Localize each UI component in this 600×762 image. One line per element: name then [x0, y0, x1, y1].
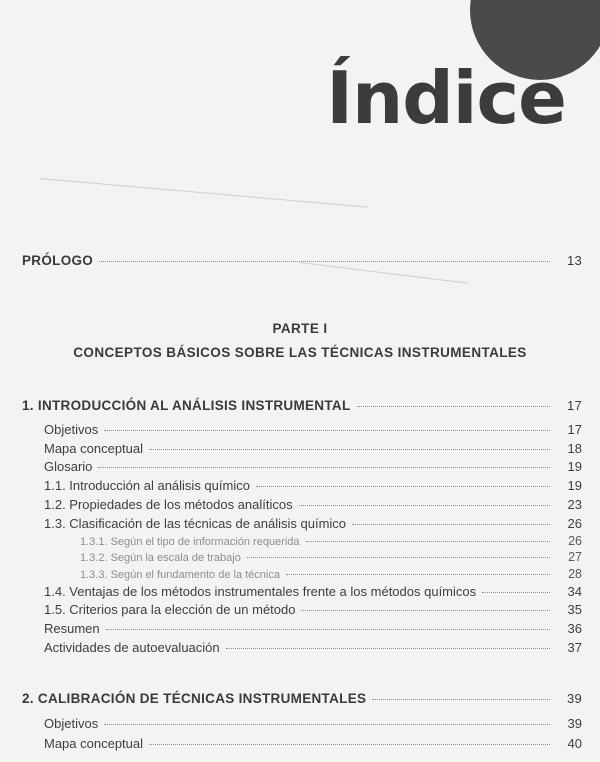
dot-leader	[299, 505, 550, 506]
toc-entry-label: 1.3.2. Según la escala de trabajo	[80, 552, 241, 564]
toc-entry-page: 18	[567, 441, 582, 456]
toc-entry[interactable]	[44, 621, 582, 636]
toc-entry-page: 28	[568, 567, 582, 581]
dot-leader	[104, 430, 550, 431]
page-title: Índice	[326, 56, 566, 140]
dot-leader	[482, 592, 550, 593]
toc-entry-page: 40	[567, 736, 582, 751]
toc-entry[interactable]	[44, 497, 582, 512]
dot-leader	[149, 449, 550, 450]
toc-entry[interactable]	[44, 459, 582, 474]
toc-entry-page: 39	[566, 691, 582, 706]
toc-entry-page: 17	[567, 422, 582, 437]
toc-entry-label: Objetivos	[44, 422, 99, 437]
toc-entry-label: 1.2. Propiedades de los métodos analíticos	[44, 497, 293, 512]
dot-leader	[247, 557, 550, 558]
toc-entry[interactable]	[44, 422, 582, 437]
scan-scratch	[40, 178, 369, 208]
toc-entry[interactable]	[44, 441, 582, 456]
toc-entry-page: 39	[567, 716, 582, 731]
toc-entry-page: 23	[567, 497, 582, 512]
toc-subentry[interactable]	[80, 534, 582, 548]
dot-leader	[352, 524, 550, 525]
dot-leader	[99, 261, 550, 262]
toc-entry-page: 26	[568, 534, 582, 548]
toc-entry-label: 1. INTRODUCCIÓN AL ANÁLISIS INSTRUMENTAL	[22, 398, 351, 413]
toc-entry-label: Actividades de autoevaluación	[44, 640, 220, 655]
toc-entry-label: 1.1. Introducción al análisis químico	[44, 478, 250, 493]
toc-entry-label: 1.3.1. Según el tipo de información requerida	[80, 536, 300, 548]
toc-entry-page: 19	[567, 459, 582, 474]
toc-entry[interactable]	[44, 716, 582, 731]
toc-entry[interactable]	[44, 516, 582, 531]
dot-leader	[306, 541, 550, 542]
toc-entry-label: Glosario	[44, 459, 93, 474]
dot-leader	[256, 486, 550, 487]
dot-leader	[226, 648, 550, 649]
toc-entry-page: 34	[567, 584, 582, 599]
toc-entry-page: 13	[566, 253, 582, 268]
toc-entry-page: 19	[567, 478, 582, 493]
toc-entry-prologue[interactable]	[22, 253, 582, 268]
toc-entry[interactable]	[44, 602, 582, 617]
dot-leader	[149, 744, 550, 745]
toc-entry-label: 2. CALIBRACIÓN DE TÉCNICAS INSTRUMENTALES	[22, 691, 367, 706]
toc-entry-label: 1.3.3. Según el fundamento de la técnica	[80, 569, 280, 581]
toc-entry-chapter[interactable]	[22, 398, 582, 413]
dot-leader	[286, 574, 550, 575]
toc-subentry[interactable]	[80, 550, 582, 564]
toc-entry-page: 17	[566, 398, 582, 413]
toc-entry[interactable]	[44, 584, 582, 599]
toc-entry-label: Objetivos	[44, 716, 99, 731]
toc-entry-label: 1.4. Ventajas de los métodos instrumentales frente a los métodos químicos	[44, 584, 477, 599]
part-number: PARTE I	[272, 321, 328, 336]
toc-subentry[interactable]	[80, 567, 582, 581]
toc-entry-page: 26	[567, 516, 582, 531]
toc-entry-page: 36	[567, 621, 582, 636]
dot-leader	[104, 724, 550, 725]
toc-entry[interactable]	[44, 478, 582, 493]
dot-leader	[372, 699, 550, 700]
toc-entry-chapter[interactable]	[22, 691, 582, 706]
toc-entry-label: PRÓLOGO	[22, 253, 94, 268]
toc-entry[interactable]	[44, 736, 582, 751]
toc-entry-label: 1.5. Criterios para la elección de un método	[44, 602, 296, 617]
dot-leader	[106, 629, 550, 630]
toc-entry-label: Mapa conceptual	[44, 736, 144, 751]
toc-entry-label: Mapa conceptual	[44, 441, 144, 456]
dot-leader	[301, 610, 550, 611]
toc-entry-label: Resumen	[44, 621, 100, 636]
dot-leader	[98, 467, 550, 468]
toc-entry-label: 1.3. Clasificación de las técnicas de análisis químico	[44, 516, 347, 531]
part-title: CONCEPTOS BÁSICOS SOBRE LAS TÉCNICAS INSTRUMENTALES	[73, 345, 527, 360]
toc-entry-page: 35	[567, 602, 582, 617]
toc-entry[interactable]	[44, 640, 582, 655]
toc-entry-page: 27	[568, 550, 582, 564]
dot-leader	[357, 406, 551, 407]
toc-entry-page: 37	[567, 640, 582, 655]
